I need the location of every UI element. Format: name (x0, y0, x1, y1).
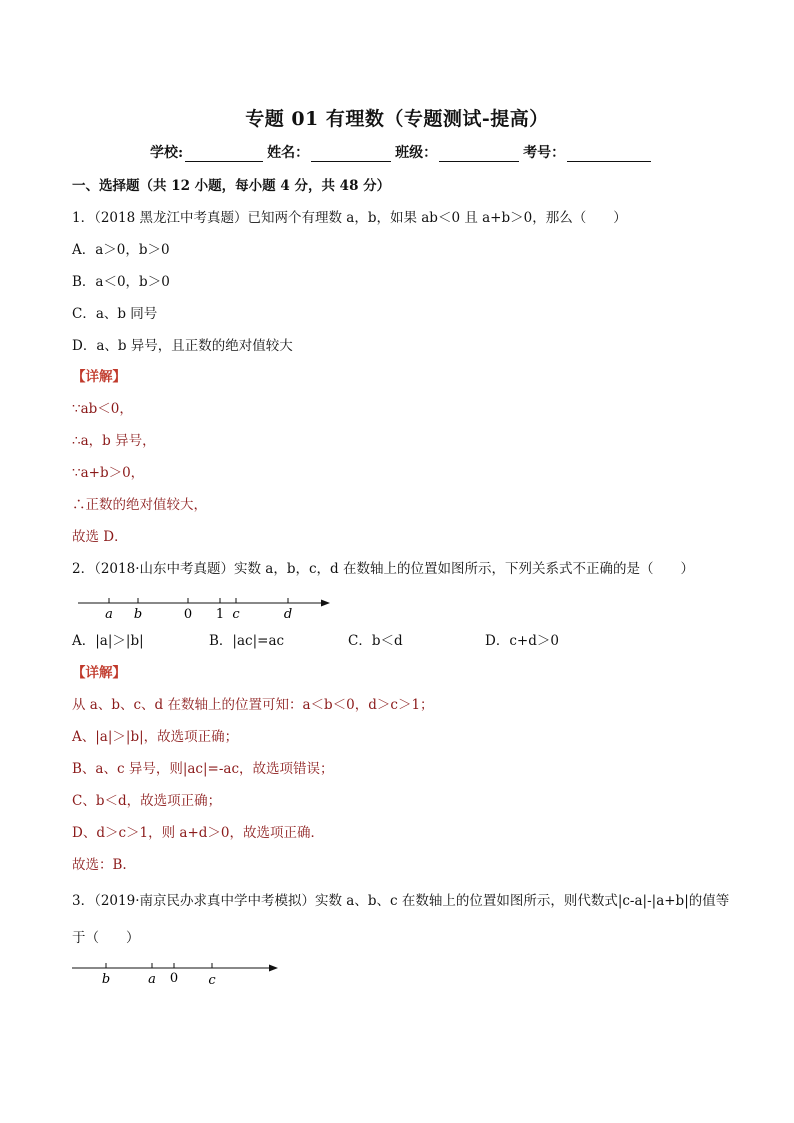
q3-label-a: a (148, 972, 156, 987)
q3-label-c: c (208, 973, 216, 988)
class-label: 班级： (395, 145, 438, 161)
q2-option-b: B．|ac|=ac (209, 633, 285, 649)
q2-label-c: c (232, 607, 240, 622)
q2-option-d: D．c+d＞0 (485, 633, 559, 649)
q1-option-d: D．a、b 异号，且正数的绝对值较大 (72, 338, 293, 354)
q3-axis-arrow-icon (269, 965, 278, 972)
q1-solution-line: ∵ab＜0， (72, 401, 133, 417)
q1-solution-line: ∴a，b 异号， (72, 433, 156, 449)
q2-label-0: 0 (183, 607, 193, 622)
q2-solution-line: D、d＞c＞1，则 a+d＞0，故选项正确． (72, 825, 324, 841)
q2-solution-line: B、a、c 异号，则|ac|=-ac，故选项错误； (72, 761, 334, 777)
class-blank[interactable] (439, 146, 519, 162)
q2-stem: 2．（2018·山东中考真题）实数 a，b，c，d 在数轴上的位置如图所示，下列关系式不正确的是（ ） (72, 561, 694, 577)
school-label: 学校: (150, 145, 184, 161)
student-info-row (150, 142, 655, 162)
section-heading: 一、选择题（共 12 小题，每小题 4 分，共 48 分） (72, 178, 391, 194)
q1-option-a: A．a＞0，b＞0 (72, 242, 170, 258)
q2-number-line (72, 592, 342, 624)
q2-options-row (72, 632, 722, 650)
q1-option-b: B．a＜0，b＞0 (72, 274, 170, 290)
q1-stem: 1．（2018 黑龙江中考真题）已知两个有理数 a，b，如果 ab＜0 且 a+b＞0，那么（ ） (72, 210, 627, 226)
q2-label-d: d (283, 607, 293, 622)
name-blank[interactable] (311, 146, 391, 162)
q3-number-line (68, 958, 288, 990)
q3-stem-continued: 于（ ） (72, 930, 140, 946)
q3-label-0: 0 (169, 971, 179, 986)
q3-stem: 3．（2019·南京民办求真中学中考模拟）实数 a、b、c 在数轴上的位置如图所示，则代数式|c-a|-|a+b|的值等 (72, 893, 730, 909)
q1-solution-line: ∴正数的绝对值较大， (72, 497, 207, 513)
q2-axis-arrow-icon (321, 600, 330, 607)
q2-solution-line: 故选：B. (72, 857, 127, 873)
q1-detail-label: 【详解】 (72, 369, 126, 385)
exam-no-label: 考号： (523, 145, 566, 161)
q2-label-a: a (105, 607, 113, 622)
q1-solution-line: ∵a+b＞0， (72, 465, 145, 481)
q3-label-b: b (101, 972, 111, 987)
q2-solution-line: A、|a|＞|b|，故选项正确； (72, 729, 239, 745)
q2-solution-line: C、b＜d，故选项正确； (72, 793, 222, 809)
q2-label-b: b (133, 607, 143, 622)
name-label: 姓名： (267, 145, 310, 161)
q2-solution-line: 从 a、b、c、d 在数轴上的位置可知：a＜b＜0，d＞c＞1； (72, 697, 434, 713)
page-title: 专题 01 有理数（专题测试-提高） (245, 108, 549, 130)
exam-no-blank[interactable] (567, 146, 651, 162)
q1-option-c: C．a、b 同号 (72, 306, 158, 322)
q2-detail-label: 【详解】 (72, 665, 126, 681)
q1-solution-line: 故选 D． (72, 529, 128, 545)
q2-label-1: 1 (215, 607, 225, 622)
q2-option-c: C．b＜d (348, 633, 403, 649)
q2-option-a: A．|a|＞|b| (72, 633, 144, 649)
school-blank[interactable] (185, 146, 263, 162)
